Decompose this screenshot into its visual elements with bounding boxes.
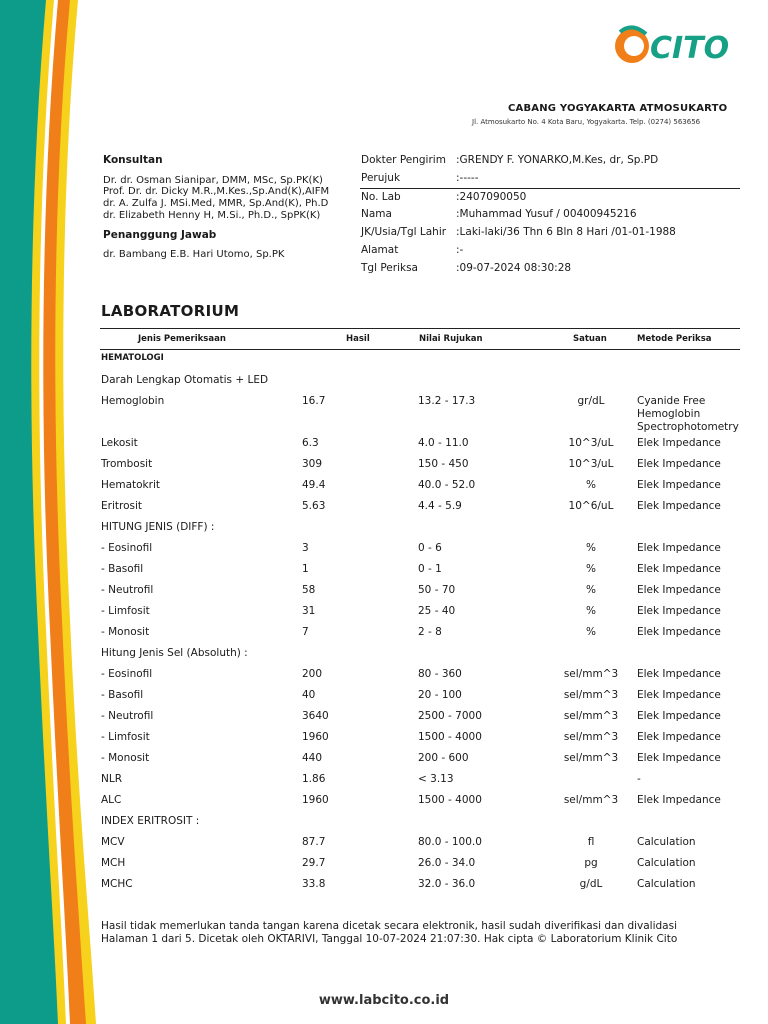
cell-unit: gr/dL: [577, 395, 605, 407]
info-value-referrer: :-----: [456, 172, 479, 184]
cell-result: 200: [302, 668, 323, 680]
cell-unit: fl: [587, 836, 595, 848]
cell-name: ALC: [101, 794, 122, 806]
cell-method: Elek Impedance: [637, 752, 721, 764]
cell-method: Elek Impedance: [637, 794, 721, 806]
cell-reference: 0 - 1: [418, 563, 442, 575]
cell-result: 309: [302, 458, 323, 470]
cell-reference: 4.4 - 5.9: [418, 500, 462, 512]
cell-method: Elek Impedance: [637, 605, 721, 617]
cell-method: Elek Impedance: [637, 668, 721, 680]
cell-result: 1960: [302, 731, 329, 743]
cell-name: HITUNG JENIS (DIFF) :: [101, 521, 215, 533]
info-label-gender-age: JK/Usia/Tgl Lahir: [361, 226, 447, 238]
cell-reference: 1500 - 4000: [418, 731, 482, 743]
cell-name: Darah Lengkap Otomatis + LED: [101, 374, 269, 386]
cell-name: - Eosinofil: [101, 668, 153, 680]
cell-unit: 10^3/uL: [568, 437, 614, 449]
cell-name: - Neutrofil: [101, 710, 154, 722]
cell-unit: %: [586, 542, 596, 554]
cell-name: MCHC: [101, 878, 133, 890]
cell-method: Calculation: [637, 836, 696, 848]
info-label-address: Alamat: [361, 244, 399, 256]
cell-method: Elek Impedance: [637, 626, 721, 638]
cell-method: Elek Impedance: [637, 500, 721, 512]
cell-result: 40: [302, 689, 316, 701]
cell-unit: sel/mm^3: [563, 689, 619, 701]
cell-result: 31: [302, 605, 316, 617]
table-top-rule: [100, 328, 740, 329]
responsible-name: dr. Bambang E.B. Hari Utomo, Sp.PK: [103, 249, 285, 260]
responsible-heading: Penanggung Jawab: [103, 229, 217, 241]
cell-unit: sel/mm^3: [563, 710, 619, 722]
cell-result: 58: [302, 584, 316, 596]
cell-result: 5.63: [302, 500, 326, 512]
cell-unit: 10^3/uL: [568, 458, 614, 470]
cell-reference: 80 - 360: [418, 668, 462, 680]
info-divider: [360, 188, 740, 189]
cell-method: Elek Impedance: [637, 731, 721, 743]
cell-reference: 0 - 6: [418, 542, 442, 554]
cito-logo-icon: [610, 24, 750, 68]
cell-method: Calculation: [637, 878, 696, 890]
cell-reference: 20 - 100: [418, 689, 462, 701]
cell-unit: %: [586, 563, 596, 575]
consultant-name: dr. A. Zulfa J. MSi.Med, MMR, Sp.And(K), Ph.D: [103, 198, 329, 209]
cell-result: 49.4: [302, 479, 326, 491]
cell-name: Hemoglobin: [101, 395, 165, 407]
info-value-doctor: :GRENDY F. YONARKO,M.Kes, dr, Sp.PD: [456, 154, 659, 166]
cell-name: - Limfosit: [101, 731, 150, 743]
info-value-exam-date: :09-07-2024 08:30:28: [456, 262, 572, 274]
cell-reference: 13.2 - 17.3: [418, 395, 476, 407]
info-label-doctor: Dokter Pengirim: [361, 154, 446, 166]
cell-reference: 4.0 - 11.0: [418, 437, 469, 449]
cell-name: Lekosit: [101, 437, 138, 449]
cell-unit: sel/mm^3: [563, 752, 619, 764]
consultant-name: dr. Elizabeth Henny H, M.Si., Ph.D., SpPK(K): [103, 210, 321, 221]
col-header-rujukan: Nilai Rujukan: [419, 334, 483, 344]
cell-name: INDEX ERITROSIT :: [101, 815, 200, 827]
cell-result: 1960: [302, 794, 329, 806]
cell-reference: 40.0 - 52.0: [418, 479, 476, 491]
cell-name: - Limfosit: [101, 605, 150, 617]
footer-note: [101, 920, 677, 946]
consultant-heading: Konsultan: [103, 154, 163, 166]
info-value-gender-age: :Laki-laki/36 Thn 6 Bln 8 Hari /01-01-1988: [456, 226, 676, 238]
cell-result: 1.86: [302, 773, 326, 785]
cell-method: Elek Impedance: [637, 584, 721, 596]
cell-result: 87.7: [302, 836, 326, 848]
table-header-rule: [100, 349, 740, 350]
cell-name: NLR: [101, 773, 122, 785]
cell-name: - Neutrofil: [101, 584, 154, 596]
cell-unit: %: [586, 479, 596, 491]
cell-unit: %: [586, 605, 596, 617]
cell-method: Elek Impedance: [637, 458, 721, 470]
cell-result: 3640: [302, 710, 329, 722]
cell-method: Elek Impedance: [637, 563, 721, 575]
cell-unit: g/dL: [579, 878, 603, 890]
cell-name: - Basofil: [101, 689, 144, 701]
cell-name: - Monosit: [101, 626, 150, 638]
info-label-name: Nama: [361, 208, 392, 220]
cell-unit: %: [586, 626, 596, 638]
cito-logo: [610, 24, 750, 68]
cell-name: MCH: [101, 857, 126, 869]
info-value-name: :Muhammad Yusuf / 00400945216: [456, 208, 637, 220]
cell-result: 6.3: [302, 437, 319, 449]
cell-unit: 10^6/uL: [568, 500, 614, 512]
cell-method: Elek Impedance: [637, 437, 721, 449]
cell-unit: %: [586, 584, 596, 596]
footer-line: Hasil tidak memerlukan tanda tangan karena dicetak secara elektronik, hasil sudah diverifikasi dan divalidasi: [101, 920, 677, 932]
website-link[interactable]: www.labcito.co.id: [318, 993, 450, 1008]
cell-name: - Basofil: [101, 563, 144, 575]
branch-address: Jl. Atmosukarto No. 4 Kota Baru, Yogyakarta. Telp. (0274) 563656: [472, 118, 701, 126]
cell-method: Elek Impedance: [637, 689, 721, 701]
cell-name: MCV: [101, 836, 125, 848]
info-label-referrer: Perujuk: [361, 172, 401, 184]
branch-name: CABANG YOGYAKARTA ATMOSUKARTO: [508, 103, 728, 114]
col-header-satuan: Satuan: [573, 334, 607, 344]
consultant-name: Dr. dr. Osman Sianipar, DMM, MSc, Sp.PK(K): [103, 175, 323, 186]
cell-method: Calculation: [637, 857, 696, 869]
group-heading: HEMATOLOGI: [101, 353, 164, 363]
cell-name: Trombosit: [101, 458, 153, 470]
col-header-metode: Metode Periksa: [637, 334, 712, 344]
cell-reference: 80.0 - 100.0: [418, 836, 482, 848]
cell-unit: pg: [584, 857, 598, 869]
col-header-jenis: Jenis Pemeriksaan: [138, 334, 226, 344]
consultant-name: Prof. Dr. dr. Dicky M.R.,M.Kes.,Sp.And(K),AIFM: [103, 186, 330, 197]
cell-reference: 25 - 40: [418, 605, 456, 617]
cell-name: - Eosinofil: [101, 542, 153, 554]
cell-method: Elek Impedance: [637, 710, 721, 722]
cell-reference: 32.0 - 36.0: [418, 878, 476, 890]
cell-result: 33.8: [302, 878, 326, 890]
cell-reference: < 3.13: [418, 773, 454, 785]
cell-result: 1: [302, 563, 309, 575]
info-label-lab-no: No. Lab: [361, 191, 401, 203]
info-value-address: :-: [456, 244, 464, 256]
cell-method: Cyanide Free Hemoglobin Spectrophotometry: [637, 395, 739, 433]
cell-reference: 200 - 600: [418, 752, 469, 764]
decorative-side-band: [0, 0, 120, 1024]
cell-unit: sel/mm^3: [563, 794, 619, 806]
lab-title: LABORATORIUM: [101, 302, 240, 320]
logo-text: CITO: [650, 31, 730, 66]
footer-line: Halaman 1 dari 5. Dicetak oleh OKTARIVI, Tanggal 10-07-2024 21:07:30. Hak cipta © Laboratorium Klinik Cito: [101, 933, 678, 945]
cell-name: Hitung Jenis Sel (Absoluth) :: [101, 647, 248, 659]
col-header-hasil: Hasil: [346, 334, 370, 344]
cell-result: 7: [302, 626, 309, 638]
cell-result: 440: [302, 752, 323, 764]
info-label-exam-date: Tgl Periksa: [361, 262, 418, 274]
cell-reference: 2500 - 7000: [418, 710, 482, 722]
cell-result: 29.7: [302, 857, 326, 869]
cell-name: Eritrosit: [101, 500, 143, 512]
cell-unit: sel/mm^3: [563, 731, 619, 743]
info-value-lab-no: :2407090050: [456, 191, 527, 203]
cell-result: 3: [302, 542, 309, 554]
cell-reference: 2 - 8: [418, 626, 442, 638]
cell-result: 16.7: [302, 395, 326, 407]
cell-name: Hematokrit: [101, 479, 160, 491]
cell-method: -: [637, 773, 641, 785]
cell-reference: 50 - 70: [418, 584, 456, 596]
cell-reference: 1500 - 4000: [418, 794, 482, 806]
cell-method: Elek Impedance: [637, 542, 721, 554]
cell-reference: 150 - 450: [418, 458, 469, 470]
cell-reference: 26.0 - 34.0: [418, 857, 476, 869]
cell-name: - Monosit: [101, 752, 150, 764]
cell-unit: sel/mm^3: [563, 668, 619, 680]
cell-method: Elek Impedance: [637, 479, 721, 491]
